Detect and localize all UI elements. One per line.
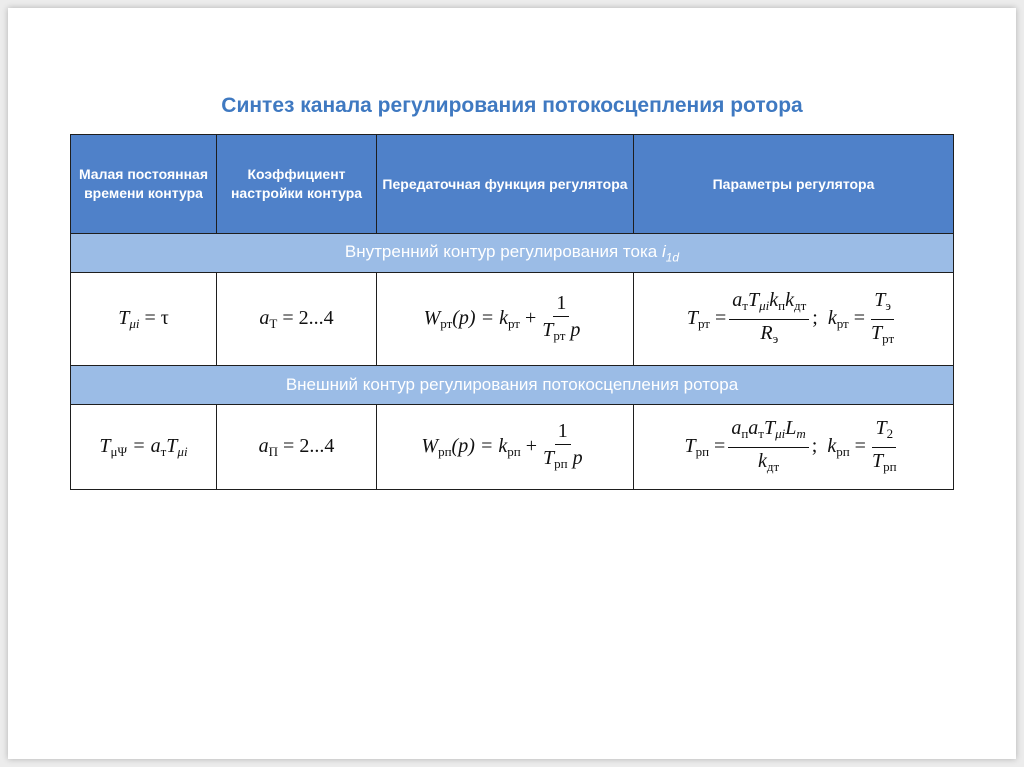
section-label-inner: Внутренний контур регулирования тока $i_{1d}$ <box>71 234 954 273</box>
fraction: $\frac{1}{T_{рт} p}$ <box>542 291 581 343</box>
synthesis-table <box>70 134 954 490</box>
slide <box>8 8 1016 759</box>
header-tuning-coefficient: Коэффициент настройки контура <box>217 135 377 234</box>
formula-tuning-coefficient: $a_T = 2...4$ <box>217 273 377 366</box>
fraction: $\frac{a_пa_тT_{\mu i}L_m}{k_{дт}}$ <box>728 417 808 478</box>
table-row <box>71 273 954 366</box>
formula-transfer-function: $W_{рт}(p) = k_{рт}$ + $\frac{1}{T_{рт} p}$ <box>377 273 634 366</box>
fraction: $\frac{T_2}{T_{рп}}$ <box>871 416 897 474</box>
section-outer-loop <box>71 366 954 405</box>
fraction: $\frac{a_тT_{\mu i}k_пk_{дт}}{R_э}$ <box>729 289 809 350</box>
header-time-constant: Малая постоянная времени контура <box>71 135 217 234</box>
formula-time-constant: $T_{\mu i} = \tau$ <box>71 273 217 366</box>
formula-regulator-parameters: $T_{рт}$ = $\frac{a_тT_{\mu i}k_пk_{дт}}{R_э}$ ; $k_{рт}$ = $\frac{T_э}{T_{рт}}$ <box>634 273 954 366</box>
header-regulator-parameters: Параметры регулятора <box>634 135 954 234</box>
formula-transfer-function: $W_{рп}(p) = k_{рп}$ + $\frac{1}{T_{рп} p}$ <box>377 405 634 490</box>
formula-time-constant: $T_{\mu\Psi} = a_тT_{\mu i}$ <box>71 405 217 490</box>
fraction: $\frac{T_э}{T_{рт}}$ <box>871 288 895 346</box>
formula-tuning-coefficient: $a_П = 2...4$ <box>217 405 377 490</box>
section-label-outer: Внешний контур регулирования потокосцепления ротора <box>71 366 954 405</box>
header-row <box>71 135 954 234</box>
section-inner-loop <box>71 234 954 273</box>
table-row <box>71 405 954 490</box>
header-transfer-function: Передаточная функция регулятора <box>377 135 634 234</box>
slide-title: Синтез канала регулирования потокосцепления ротора <box>221 94 803 117</box>
formula-regulator-parameters: $T_{рп}$ = $\frac{a_пa_тT_{\mu i}L_m}{k_{дт}}$ ; $k_{рп}$ = $\frac{T_2}{T_{рп}}$ <box>634 405 954 490</box>
fraction: $\frac{1}{T_{рп} p}$ <box>543 419 583 471</box>
